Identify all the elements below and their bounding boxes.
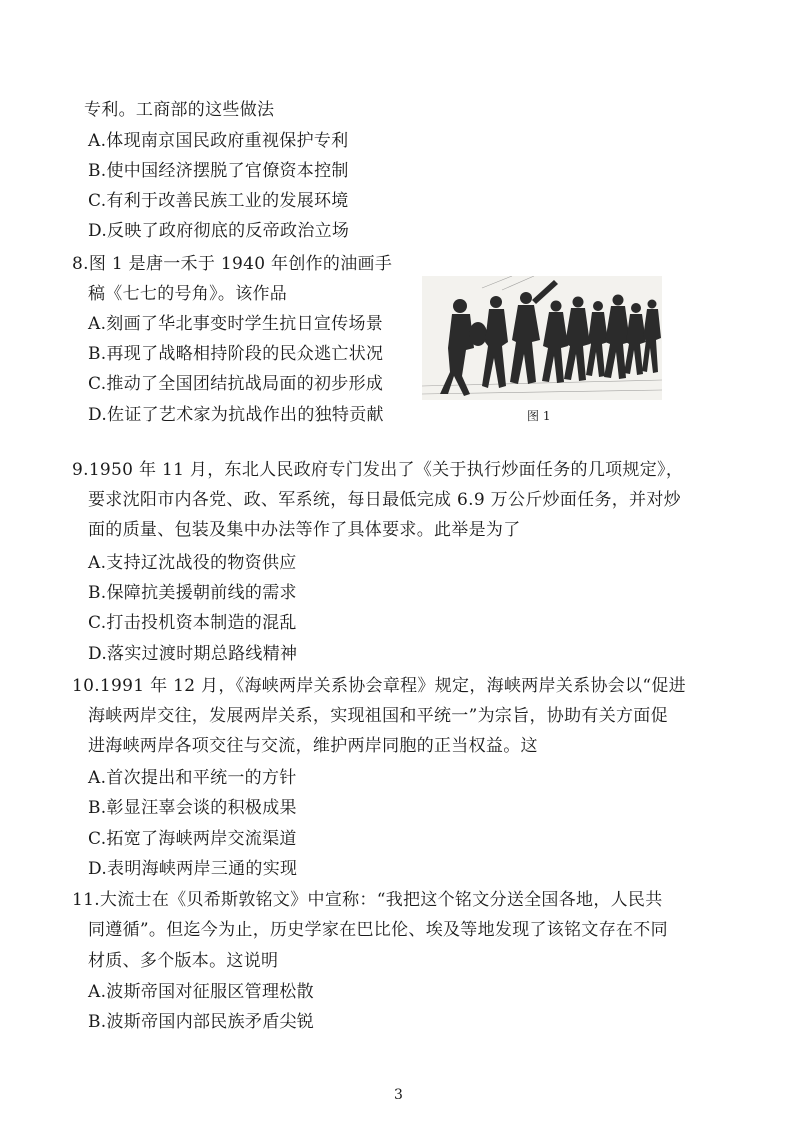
- q8-option-d: D.佐证了艺术家为抗战作出的独特贡献: [88, 405, 384, 425]
- q8-option-b: B.再现了战略相持阶段的民众逃亡状况: [88, 344, 384, 364]
- q9-stem-line-3: 面的质量、包装及集中办法等作了具体要求。此举是为了: [88, 520, 521, 540]
- q8-option-c: C.推动了全国团结抗战局面的初步形成: [88, 374, 384, 394]
- q9-stem-line-1: 9.1950 年 11 月，东北人民政府专门发出了《关于执行炒面任务的几项规定》，: [72, 460, 684, 480]
- q7-stem-tail: 专利。工商部的这些做法: [84, 100, 275, 120]
- q10-option-d: D.表明海峡两岸三通的实现: [88, 859, 298, 879]
- q11-option-a: A.波斯帝国对征服区管理松散: [88, 982, 314, 1002]
- q11-stem-line-2: 同遵循”。但迄今为止，历史学家在巴比伦、埃及等地发现了该铭文存在不同: [88, 920, 668, 940]
- q7-option-c: C.有利于改善民族工业的发展环境: [88, 191, 349, 211]
- q9-option-c: C.打击投机资本制造的混乱: [88, 613, 297, 633]
- q9-option-b: B.保障抗美援朝前线的需求: [88, 583, 297, 603]
- q10-stem-line-3: 进海峡两岸各项交往与交流，维护两岸同胞的正当权益。这: [88, 736, 538, 756]
- q7-option-a: A.体现南京国民政府重视保护专利: [88, 131, 349, 151]
- page-number: 3: [394, 1087, 403, 1103]
- q10-option-c: C.拓宽了海峡两岸交流渠道: [88, 829, 297, 849]
- q8-option-a: A.刻画了华北事变时学生抗日宣传场景: [88, 314, 384, 334]
- q10-stem-line-1: 10.1991 年 12 月，《海峡两岸关系协会章程》规定，海峡两岸关系协会以“促进: [72, 676, 686, 696]
- q9-option-a: A.支持辽沈战役的物资供应: [88, 553, 297, 573]
- q7-option-d: D.反映了政府彻底的反帝政治立场: [88, 221, 350, 241]
- q8-figure-caption: 图 1: [527, 409, 551, 423]
- q11-option-b: B.波斯帝国内部民族矛盾尖锐: [88, 1012, 315, 1032]
- q8-stem-line-1: 8.图 1 是唐一禾于 1940 年创作的油画手: [72, 254, 393, 274]
- q9-stem-line-2: 要求沈阳市内各党、政、军系统，每日最低完成 6.9 万公斤炒面任务，并对炒: [88, 490, 681, 510]
- marching-crowd-sketch: [422, 276, 662, 400]
- q10-option-b: B.彰显汪辜会谈的积极成果: [88, 798, 297, 818]
- q11-stem-line-3: 材质、多个版本。这说明: [88, 951, 279, 971]
- q11-stem-line-1: 11.大流士在《贝希斯敦铭文》中宣称：“我把这个铭文分送全国各地，人民共: [72, 890, 663, 910]
- q8-stem-line-2: 稿《七七的号角》。该作品: [88, 284, 288, 304]
- q8-figure-painting: [422, 276, 662, 400]
- q7-option-b: B.使中国经济摆脱了官僚资本控制: [88, 161, 349, 181]
- q10-stem-line-2: 海峡两岸交往，发展两岸关系，实现祖国和平统一”为宗旨，协助有关方面促: [88, 706, 668, 726]
- q9-option-d: D.落实过渡时期总路线精神: [88, 644, 298, 664]
- q10-option-a: A.首次提出和平统一的方针: [88, 768, 297, 788]
